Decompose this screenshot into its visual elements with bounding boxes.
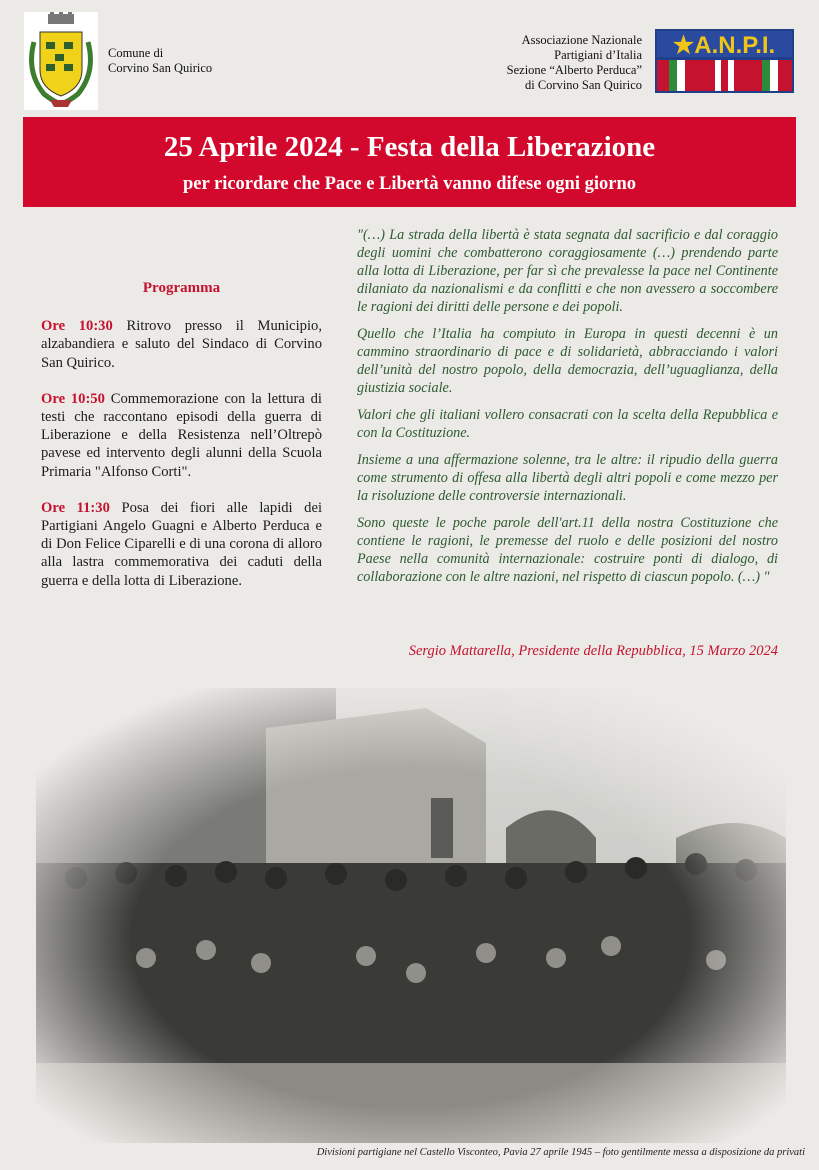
programma-heading: Programma — [142, 280, 221, 296]
programma-text: Commemorazione con la lettura di testi che raccontano episodi della guerra di Liberazione e della Resistenza nell’Oltrepò pavese ed intervento degli alunni della Scuola Primaria "Alfonso Corti". — [41, 390, 322, 480]
event-title: 25 Aprile 2024 - Festa della Liberazione — [163, 131, 656, 163]
comune-name — [108, 46, 212, 76]
quote-paragraph: "(…) La strada della libertà è stata segnata dal sacrificio e dal coraggio degli uomini che combatterono coraggiosamente (…) prendendo parte alla lotta di Liberazione, per far sì che prevalesse la pace nel Continente dilaniato da nazionalismi e da conflitti e che non avessero a soccombere le ragioni dei diritti delle persone e dei popoli. — [357, 227, 778, 315]
programma-text: Posa dei fiori alle lapidi dei Partigiani Angelo Guagni e Alberto Perduca e di Don Felice Ciparelli e di una corona di alloro alla lastra commemorativa dei caduti della guerra e della lotta di Liberazione. — [41, 499, 323, 589]
photo-caption: Divisioni partigiane nel Castello Visconteo, Pavia 27 aprile 1945 – foto gentilmente messa a disposizione da privati — [316, 1147, 805, 1158]
comune-line: Corvino San Quirico — [108, 61, 213, 75]
programma-text: Ritrovo presso il Municipio, alzabandiera e saluto del Sindaco di Corvino San Quirico. — [41, 318, 322, 371]
anpi-logo-text: ★A.N.P.I. — [672, 32, 776, 59]
event-subtitle: per ricordare che Pace e Libertà vanno difese ogni giorno — [182, 174, 636, 194]
programma-item — [41, 390, 322, 481]
assoc-line: Partigiani d’Italia — [554, 48, 642, 62]
programma-time: Ore 11:30 — [41, 499, 110, 516]
programma-time: Ore 10:30 — [41, 318, 113, 335]
quote-section — [357, 226, 778, 595]
comune-crest-logo — [24, 12, 98, 110]
quote-paragraph: Valori che gli italiani vollero consacrati con la scelta della Repubblica e con la Costituzione. — [357, 407, 778, 441]
anpi-logo — [655, 29, 794, 93]
historic-photo — [36, 688, 786, 1143]
programma-section — [41, 279, 322, 608]
association-name — [382, 33, 642, 93]
assoc-line: di Corvino San Quirico — [524, 78, 642, 92]
assoc-line: Sezione “Alberto Perduca” — [506, 63, 642, 77]
programma-time: Ore 10:50 — [41, 390, 105, 407]
comune-line: Comune di — [108, 46, 164, 60]
assoc-line: Associazione Nazionale — [521, 33, 642, 47]
quote-paragraph: Quello che l’Italia ha compiuto in Europa in questi decenni è un cammino straordinario di pace e di solidarietà, abbracciando i valori dell’unità del nostro popolo, della democrazia, dell’uguaglianza, della giustizia sociale. — [357, 326, 778, 396]
programma-item — [41, 499, 322, 590]
quote-paragraph: Sono queste le poche parole dell'art.11 della nostra Costituzione che contiene le ragioni, le premesse del ruolo e delle posizioni del nostro Paese nella comunità internazionale: costruire ponti di dialogo, di collaborazione con le altre nazioni, nel rispetto di ciascun popolo. (…) " — [357, 515, 778, 585]
title-banner — [23, 117, 796, 207]
programma-item — [41, 317, 322, 372]
quote-signature: Sergio Mattarella, Presidente della Repubblica, 15 Marzo 2024 — [408, 643, 778, 659]
header — [0, 0, 819, 115]
quote-paragraph: Insieme a una affermazione solenne, tra le altre: il ripudio della guerra come strumento di offesa alla libertà degli altri popoli e come mezzo per la risoluzione delle controversie internazionali. — [357, 452, 778, 504]
